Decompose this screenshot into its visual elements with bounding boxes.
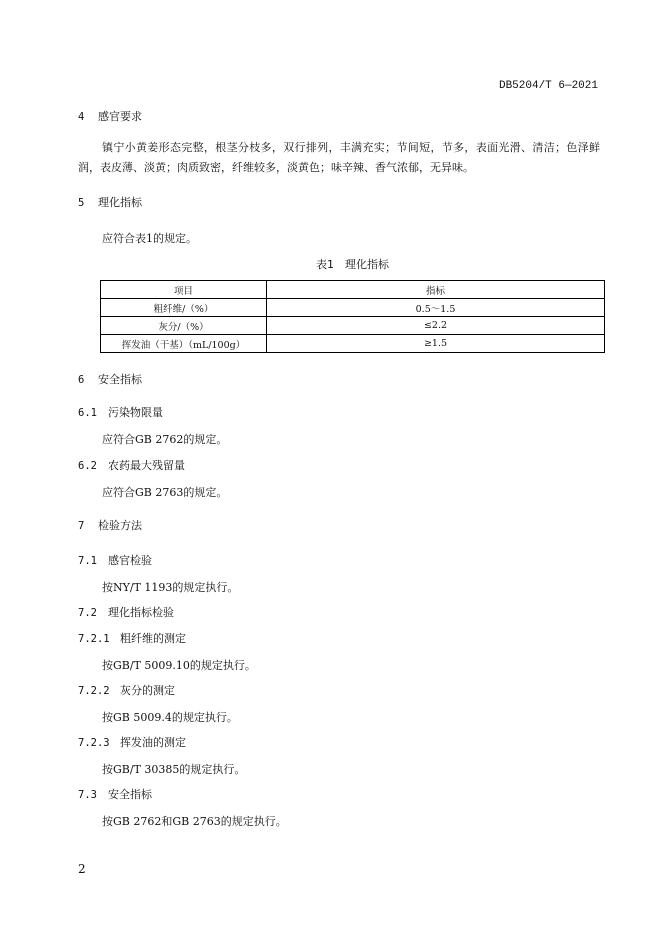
- section-number: 7.2.3: [78, 737, 110, 749]
- section-7-1-heading: [78, 552, 152, 568]
- section-title: 农药最大残留量: [108, 459, 185, 472]
- section-title: 安全指标: [108, 788, 152, 801]
- section-7-2-2-body: 按GB 5009.4的规定执行。: [102, 711, 238, 724]
- section-number: 6.2: [78, 460, 97, 472]
- section-title: 灰分的测定: [120, 684, 175, 697]
- section-7-2-1-body: 按GB/T 5009.10的规定执行。: [102, 659, 256, 672]
- section-number: 7.2: [78, 607, 97, 619]
- row-value: ≥1.5: [267, 335, 605, 353]
- table-row: [101, 335, 605, 353]
- section-number: 4: [78, 111, 85, 123]
- section-title: 粗纤维的测定: [120, 632, 186, 645]
- row-item: 灰分/（%）: [101, 317, 267, 335]
- header-item: 项目: [101, 281, 267, 299]
- row-item: 挥发油（干基）（mL/100g）: [101, 335, 267, 353]
- row-value: 0.5～1.5: [267, 299, 605, 317]
- section-number: 7.3: [78, 789, 97, 801]
- header-index: 指标: [267, 281, 605, 299]
- section-6-1-body: 应符合GB 2762的规定。: [102, 433, 228, 446]
- section-title: 感官要求: [98, 110, 142, 123]
- section-7-heading: [78, 517, 142, 533]
- section-number: 7.2.1: [78, 633, 110, 645]
- section-number: 6.1: [78, 407, 97, 419]
- table-row: [101, 317, 605, 335]
- section-title: 理化指标检验: [108, 606, 174, 619]
- section-title: 安全指标: [98, 373, 142, 386]
- section-7-2-3-body: 按GB/T 30385的规定执行。: [102, 763, 246, 776]
- section-7-1-body: 按NY/T 1193的规定执行。: [102, 581, 239, 594]
- section-7-3-heading: [78, 786, 152, 802]
- section-number: 5: [78, 197, 85, 209]
- physicochemical-table: [100, 280, 605, 353]
- section-title: 挥发油的测定: [120, 736, 186, 749]
- table-row: [101, 299, 605, 317]
- section-title: 污染物限量: [108, 406, 163, 419]
- section-6-2-heading: [78, 457, 185, 473]
- section-number: 7: [78, 520, 85, 532]
- section-4-heading: [78, 108, 142, 124]
- section-7-2-1-heading: [78, 630, 186, 646]
- section-7-2-2-heading: [78, 682, 175, 698]
- section-number: 7.2.2: [78, 685, 110, 697]
- section-number: 7.1: [78, 555, 97, 567]
- row-item: 粗纤维/（%）: [101, 299, 267, 317]
- section-6-2-body: 应符合GB 2763的规定。: [102, 486, 228, 499]
- section-5-body: 应符合表1的规定。: [102, 232, 197, 245]
- section-title: 感官检验: [108, 554, 152, 567]
- table-caption: 表1 理化指标: [316, 258, 389, 271]
- section-title: 理化指标: [98, 196, 142, 209]
- table-header-row: [101, 281, 605, 299]
- section-6-1-heading: [78, 404, 163, 420]
- section-7-3-body: 按GB 2762和GB 2763的规定执行。: [102, 815, 287, 828]
- row-value: ≤2.2: [267, 317, 605, 335]
- document-code: DB5204/T 6—2021: [498, 80, 598, 92]
- section-4-body: 镇宁小黄姜形态完整，根茎分枝多，双行排列，丰满充实；节间短，节多，表面光滑、清洁；色泽鲜润，表皮薄、淡黄；肉质致密，纤维较多，淡黄色；味辛辣、香气浓郁，无异味。: [78, 141, 600, 174]
- section-7-2-3-heading: [78, 734, 186, 750]
- page-number: 2: [78, 862, 86, 876]
- section-7-2-heading: [78, 604, 174, 620]
- section-title: 检验方法: [98, 519, 142, 532]
- section-5-heading: [78, 194, 142, 210]
- section-6-heading: [78, 371, 142, 387]
- section-number: 6: [78, 374, 85, 386]
